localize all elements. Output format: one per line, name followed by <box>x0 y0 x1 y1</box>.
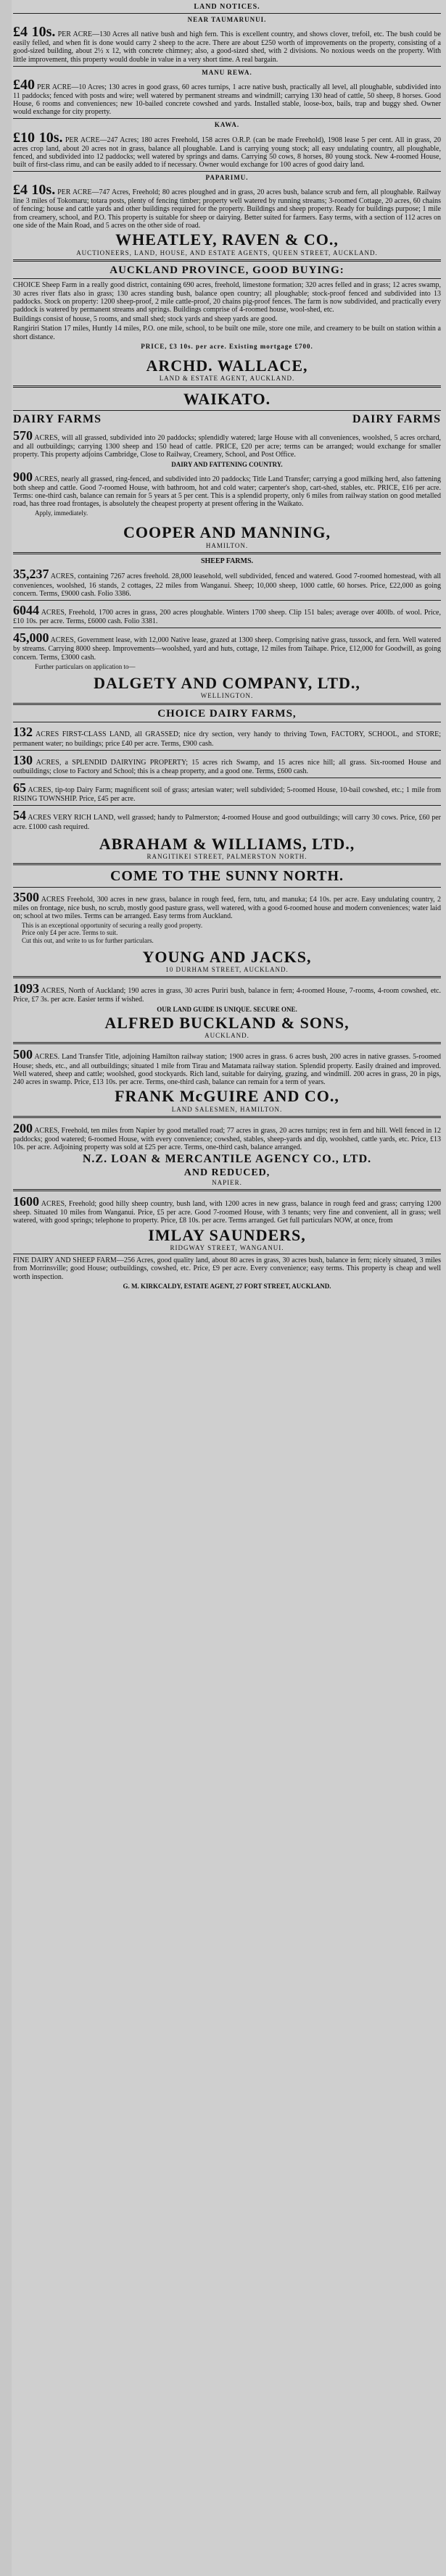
section-title: KAWA. <box>214 121 240 129</box>
listing: 200 ACRES, Freehold, ten miles from Napier by good metalled road; 77 acres in grass, 20 acres turnips; rest in fern and hill. Well fenced in 12 paddocks; good watered; 6-roomed House, with every convenience; cowshed, stables, sheep-yards and dip, woolshed, cattle yards, etc. Price, £13 10s. per acre. Adjoining property was sold at £25 per acre. Terms, one-third cash, balance arranged. <box>13 1120 441 1152</box>
listing: 65 ACRES, tip-top Dairy Farm; magnificent soil of grass; artesian water; well subdivided; 5-roomed House, 10-bail cowshed, etc.; 1 mile from RISING TOWNSHIP. Price, £45 per acre. <box>13 780 441 804</box>
listing: £10 10s. PER ACRE—247 Acres; 180 acres Freehold, 158 acres O.R.P. (can be made Freehold), 1908 lease 5 per cent. All in grass, 20 acres crop land, about 20 acres not in grass, balance all ploughable. Land is carrying young stock; all easy undulating country, all ploughable, fenced, and subdivided into 12 paddocks; well watered by springs and dams. Carrying 50 cows, 8 horses, 80 young stock. New 4-roomed House, built of first-class rimu, and can be easily added to if necessary. Owner would exchange for 100 acres of good dairy land. <box>13 129 441 169</box>
divider <box>13 1116 441 1118</box>
divider <box>13 278 441 279</box>
agent-name: ALFRED BUCKLAND & SONS, <box>104 1013 350 1032</box>
divider <box>13 259 441 262</box>
listing: 132 ACRES FIRST-CLASS LAND, all GRASSED; nice dry section, very handy to thriving Town, FACTORY, SCHOOL, and STORE; permanent water; no buildings; price £40 per acre. Terms, £900 cash. <box>13 725 441 748</box>
divider <box>13 13 441 14</box>
listing: 54 ACRES VERY RICH LAND, well grassed; handy to Palmerston; 4-roomed House and good outbuildings; will carry 30 cows. Price, £60 per acre. £1000 cash required. <box>13 808 441 831</box>
apply-note: Apply, immediately. <box>35 509 88 517</box>
divider <box>13 66 441 67</box>
agent-address: RIDGWAY STREET, WANGANUI. <box>170 1244 284 1252</box>
divider <box>13 863 441 865</box>
sub-heading: DAIRY AND FATTENING COUNTRY. <box>171 460 283 468</box>
divider <box>13 410 441 411</box>
section-title: MANU REWA. <box>202 68 252 76</box>
auckland-title: AUCKLAND PROVINCE, GOOD BUYING: <box>110 264 344 276</box>
choice-dairy-header: CHOICE DAIRY FARMS, <box>157 707 297 720</box>
section-title: PAPARIMU. <box>205 174 249 182</box>
agent-address: NAPIER. <box>212 1178 242 1186</box>
footer-agent: G. M. KIRKCALDY, ESTATE AGENT, 27 FORT STREET, AUCKLAND. <box>123 1282 331 1290</box>
further-note: Further particulars on application to— <box>35 662 136 670</box>
left-margin-strip <box>0 0 12 2576</box>
agent-address: LAND & ESTATE AGENT, AUCKLAND. <box>159 375 295 383</box>
divider <box>13 1042 441 1044</box>
listing: 3500 ACRES Freehold, 300 acres in new grass, balance in rough feed, fern, tutu, and manuka; £4 10s. per acre. Easy undulating country, 2 miles on frontage, nice bush, no scrub, mostly good pasture grass, well watered, with a good 6-roomed house and modern conveniences; water laid on; school at two miles. Terms can be arranged. Easy terms from Auckland. <box>13 889 441 921</box>
heading-left: DAIRY FARMS <box>13 413 102 426</box>
listing: Rangiriri Station 17 miles, Huntly 14 miles, P.O. one mile, school, to be built one mile, store one mile, and creamery to be built on station within a short distance. <box>13 325 441 341</box>
agent-name: ARCHD. WALLACE, <box>146 356 308 375</box>
listing: 45,000 ACRES, Government lease, with 12,000 Native lease, grazed at 1300 sheep. Comprising native grass, tussock, and fern. Well watered by streams. Carrying 8000 sheep. Improvements—woolshed, yard and huts, cottage, 12 miles from Taihape. Price, £12,000 for Goodwill, as going concern. Terms, £3000 cash. <box>13 630 441 662</box>
listing: 35,237 ACRES, containing 7267 acres freehold. 28,000 leasehold, well subdivided, fenced and watered. Good 7-roomed homestead, with all conveniences, woolshed, 16 stands, 2 cottages, 22 miles from Wanganui. Sheep; 10,000 sheep, 1000 cattle, 60 horses. Price, £22,000 as going concern. Terms, £9000 cash. Folio 3386. <box>13 567 441 598</box>
waikato-title: WAIKATO. <box>183 389 271 408</box>
listing: 130 ACRES, a SPLENDID DAIRYING PROPERTY; 15 acres rich Swamp, and 15 acres nice hill; all grass. Six-roomed House and outbuildings; close to Factory and School; this is a cheap property, and a good one. Terms, £600 cash. <box>13 752 442 775</box>
heading-right: DAIRY FARMS <box>352 413 441 426</box>
divider <box>13 750 441 751</box>
agent-name: DALGETY AND COMPANY, LTD., <box>94 673 360 692</box>
listing: 900 ACRES, nearly all grassed, ring-fenced, and subdivided into 20 paddocks; Title Land Transfer; carrying a good milking herd, also fattening both sheep and cattle. Good 7-roomed House, with bathroom, hot and cold water; carpenter's shop, cart-shed, stables, etc. PRICE, £16 per acre. Terms: one-third cash, balance can remain for 5 years at 5 per cent. This is a splendid property, only 6 miles from railway station on good metalled road, has three road frontages, is absolutely the cheapest property at present offering in the Waikato. <box>13 469 441 509</box>
listing: 1600 ACRES, Freehold; good hilly sheep country, bush land, with 1200 acres in new grass, balance in rough feed and grass; carrying 1200 sheep. Situated 10 miles from Wanganui. Price, £5 per acre. Good 7-roomed House, with 3 tenants; very fine and convenient, all in grass; well watered, with good springs; telephone to property. Price, £8 10s. per acre. Terms arranged. Get full particulars NOW, at once, from <box>13 1194 441 1225</box>
newspaper-column <box>13 0 441 2576</box>
note: This is an exceptional opportunity of securing a really good property. <box>22 922 203 930</box>
divider <box>13 887 441 888</box>
agent-address: LAND SALESMEN, HAMILTON. <box>171 1105 283 1113</box>
listing: £40 PER ACRE—10 Acres; 130 acres in good grass, 60 acres turnips, 1 acre native bush, practically all level, all ploughable, subdivided into 11 paddocks; fenced with posts and wire; well watered by permanent streams and windmill; carrying 130 head of cattle, 50 sheep, 8 horses. Good House, 6 rooms and conveniences; new 10-bailed concrete cowshed and yards. Installed stable, loose-box, bails, trap and buggy shed. Owner would exchange for city property. <box>13 76 442 117</box>
listing: Buildings consist of house, 5 rooms, and small shed; stock yards and sheep yards are good. <box>13 315 278 324</box>
listing: 6044 ACRES, Freehold, 1700 acres in grass, 200 acres ploughable. Winters 1700 sheep. Clip 151 bales; average over 400lb. of wool. Price, £10 10s. per acre. Terms, £6000 cash. Folio 3381. <box>13 602 441 626</box>
listing: 500 ACRES. Land Transfer Title, adjoining Hamilton railway station; 1900 acres in grass. 6 acres bush, 200 acres in native grasses. 5-roomed House; sheds, etc., and all outbuildings; situated 1 mile from Tirau and Matamata railway station. Splendid property. Easily drained and improved. Well watered, sheep and cattle; woolshed, good stockyards. Rich land, suitable for dairying, grazing, and windmill. 200 acres in grass, 20 in pigs, 240 acres in swamp. Price, £13 10s. per acre. Terms, one-third cash, balance can remain for a term of years. <box>13 1047 442 1086</box>
agent-address: HAMILTON. <box>205 542 249 550</box>
agent-name: COOPER AND MANNING, <box>123 523 331 542</box>
agent-address: RANGITIKEI STREET, PALMERSTON NORTH. <box>146 853 307 861</box>
agent-subname: AND REDUCED, <box>183 1167 271 1179</box>
note: Price only £4 per acre. Terms to suit. <box>22 929 118 937</box>
agent-address: WELLINGTON. <box>200 692 254 700</box>
agent-address: AUCKLAND. <box>205 1032 249 1040</box>
agent-address: 10 DURHAM STREET, AUCKLAND. <box>165 966 289 974</box>
agent-name: WHEATLEY, RAVEN & CO., <box>115 230 339 249</box>
listing: 1093 ACRES, North of Auckland; 190 acres in grass, 30 acres Puriri bush, balance in fern; 4-roomed House, 7-rooms, 4-room cowshed, etc. Price, £7 3s. per acre. Easier terms if wished. <box>13 981 441 1004</box>
dairy-farms-heading <box>13 413 441 426</box>
divider <box>13 1189 441 1191</box>
price: PRICE, £3 10s. per acre. Existing mortgage £700. <box>141 342 313 350</box>
divider <box>13 385 441 388</box>
divider <box>13 552 441 554</box>
agent-address: AUCTIONEERS, LAND, HOUSE, AND ESTATE AGENTS, QUEEN STREET, AUCKLAND. <box>76 249 378 257</box>
sheep-farms-header: SHEEP FARMS. <box>200 557 254 566</box>
tagline: OUR LAND GUIDE IS UNIQUE. SECURE ONE. <box>157 1005 297 1013</box>
sunny-north-header: COME TO THE SUNNY NORTH. <box>110 868 344 885</box>
agent-name: IMLAY SAUNDERS, <box>148 1225 306 1244</box>
agent-name: FRANK McGUIRE AND CO., <box>115 1087 339 1106</box>
listing: CHOICE Sheep Farm in a really good district, containing 690 acres, freehold, limestone formation; 320 acres felled and in grass; 12 acres swamp, 30 acres river flats also in grass; 130 acres standing bush, balance open country; all ploughable; stock-proof fenced and subdivided into 13 paddocks. Stock on property: 1200 sheep-proof, 2 mile cattle-proof, 20 chains pig-proof fences. The farm is now subdivided, and practically every paddock is watered by permanent streams and springs. Buildings comprise of 4-roomed house, wool-shed, etc. <box>13 281 441 314</box>
listing: £4 10s. PER ACRE—130 Acres all native bush and high fern. This is excellent country, and shows clover, trefoil, etc. The bush could be easily felled, and when fit is done would carry 2 sheep to the acre. There are about £250 worth of improvements on the property, consisting of a good-sized building, about 2½ x 12, with concrete chimney; also, a good-sized shed, with 2 divisions. No noxious weeds on the property. With little improvement, this property would double in value in a very short time. A real bargain. <box>13 24 441 64</box>
divider <box>13 703 441 705</box>
agent-name: N.Z. LOAN & MERCANTILE AGENCY CO., LTD. <box>82 1153 372 1166</box>
divider <box>13 600 441 601</box>
note: Cut this out, and write to us for further particulars. <box>22 936 154 944</box>
listing: £4 10s. PER ACRE—747 Acres, Freehold; 80 acres ploughed and in grass, 20 acres bush, balance scrub and fern, all ploughable. Railway line 3 miles of Tokomaru; totara posts, plenty of fencing timber; property well watered by running streams; 3-roomed Cottage, 20 acres, 60 chains of fencing; house and cattle yards and other buildings required for the property. Buildings and sheep property. Ready for buildings purpose; 1 mile from creamery, school, and P.O. This property is suitable for sheep or dairying. Better suited for farmers. Easy terms, with a section of 112 acres on one side of the Main Road, and 5 acres on the other side of road. <box>13 182 441 230</box>
land-notices-header: LAND NOTICES. <box>194 3 260 11</box>
divider <box>13 118 441 119</box>
section-title: NEAR TAUMARUNUI. <box>187 16 267 24</box>
agent-name: ABRAHAM & WILLIAMS, LTD., <box>99 834 355 853</box>
divider <box>13 805 441 806</box>
divider <box>13 171 441 172</box>
divider <box>13 976 441 978</box>
listing: 570 ACRES, will all grassed, subdivided into 20 paddocks; splendidly watered; large House with all conveniences, woolshed, 5 acres orchard, and all outbuildings; carrying 1300 sheep and 150 head of cattle. PRICE, £20 per acre; terms can be arranged; would exchange for smaller property. This property adjoins Cambridge, Close to Railway, Creamery, School, and Post Office. <box>13 428 441 459</box>
listing: FINE DAIRY AND SHEEP FARM—256 Acres, good quality land, about 80 acres in grass, 30 acres bush, balance in fern; nicely situated, 3 miles from Morrinsville; good House; outbuildings, cowshed, etc. Price, £9 per acre. Every convenience; easy terms. This property is cheap and well worth inspection. <box>13 1256 441 1281</box>
agent-name: YOUNG AND JACKS, <box>142 947 312 966</box>
